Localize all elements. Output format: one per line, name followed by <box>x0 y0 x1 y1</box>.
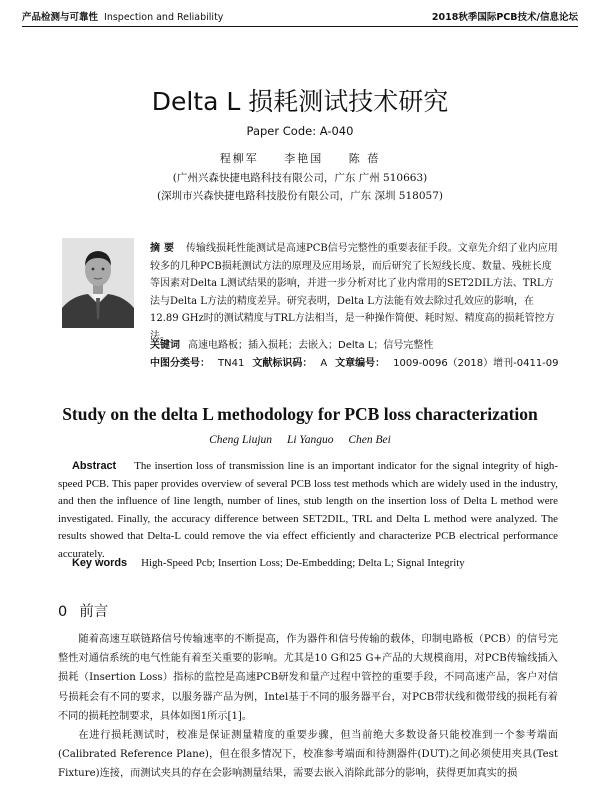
header-rule <box>22 26 578 27</box>
section-heading <box>58 600 108 621</box>
paper-title-cn: Delta L 损耗测试技术研究 <box>151 87 449 116</box>
abstract-cn <box>150 240 558 345</box>
author-cn: 李艳国 <box>284 152 324 165</box>
header-right: 2018秋季国际PCB技术/信息论坛 <box>431 12 578 23</box>
classification-line <box>150 354 559 369</box>
running-header <box>22 8 578 24</box>
author-list-en <box>0 434 600 446</box>
affiliation-1: (广州兴森快捷电路科技有限公司，广东 广州 510663) <box>172 172 428 184</box>
article-number: 1009-0096（2018）增刊-0411-09 <box>393 358 559 369</box>
paper-code: Paper Code: A-040 <box>246 124 354 138</box>
keywords-cn-label: 关键词 <box>150 340 180 351</box>
section-title: 前言 <box>79 604 109 620</box>
portrait-image <box>62 238 134 328</box>
abstract-en-label: Abstract <box>72 460 117 472</box>
section-number: 0 <box>58 604 68 620</box>
abstract-cn-text: 传输线损耗性能测试是高速PCB信号完整性的重要表征手段。文章先介绍了业内应用较多的几种PCB损耗测试方法的原理及应用场景，而后研究了长短线长度、数量、残桩长度等因素对Delta L测试结果的影响，并进一步分析对比了业内常用的SET2DIL方法、TRL方法与Delta L方法的精度差异。研究表明，Delta L方法能有效去除过孔效应的影响，在12.89 GHz时的测试精度与TRL方法相当，是一种操作简便、耗时短、精度高的损耗管控方法。 <box>150 243 558 342</box>
author-en: Chen Bei <box>348 434 391 446</box>
keywords-cn <box>150 336 433 351</box>
header-section-cn: 产品检测与可靠性 <box>22 12 99 23</box>
author-list-cn <box>0 150 600 166</box>
keywords-cn-text: 高速电路板；插入损耗；去嵌入；Delta L；信号完整性 <box>188 340 434 351</box>
paper-title-en: Study on the delta L methodology for PCB loss characterization <box>62 404 538 424</box>
article-number-label: 文章编号： <box>335 358 386 369</box>
clc-number: TN41 <box>218 358 245 369</box>
author-photo <box>62 238 134 328</box>
header-section-en: Inspection and Reliability <box>104 12 224 23</box>
affiliation-2: (深圳市兴森快捷电路科技股份有限公司，广东 深圳 518057) <box>157 190 443 202</box>
body-paragraph: 在进行损耗测试时，校准是保证测量精度的重要步骤，但当前绝大多数设备只能校准到一个参考端面(Calibrated Reference Plane)，但在很多情况下，校准参考端面和待测器件(DUT)之间必须使用夹具(Test Fixture)连接，而测试夹具的存在会影响测量结果，需要去嵌入消除此部分的影响，获得更加真实的损 <box>58 730 558 780</box>
abstract-cn-label: 摘要 <box>150 243 178 254</box>
abstract-en <box>58 458 558 563</box>
doc-code: A <box>320 358 328 369</box>
author-cn: 程柳军 <box>219 152 259 165</box>
author-en: Li Yanguo <box>286 434 334 446</box>
abstract-en-text: The insertion loss of transmission line is an important indicator for the signal integrity of high-speed PCB. This paper provides overview of several PCB loss test methods which are widely used in the industry, and then the influence of line length, number of lines, stub length on the insertion loss of Delta L method were investigated. Finally, the accuracy difference between SET2DIL, TRL and Delta L method were analyzed. The results showed that Delta-L could remove the via effect efficiently and characterize PCB electrical performance accurately. <box>58 460 558 560</box>
author-en: Cheng Liujun <box>209 434 273 446</box>
header-left <box>22 9 223 23</box>
body-text <box>58 630 558 784</box>
author-cn: 陈 蓓 <box>348 152 381 165</box>
keywords-en-label: Key words <box>72 557 128 569</box>
keywords-en-text: High-Speed Pcb; Insertion Loss; De-Embedding; Delta L; Signal Integrity <box>141 557 465 569</box>
doc-code-label: 文献标识码： <box>252 358 313 369</box>
body-paragraph: 随着高速互联链路信号传输速率的不断提高，作为器件和信号传输的载体，印制电路板（PCB）的信号完整性对通信系统的电气性能有着至关重要的影响。尤其是10 G和25 G+产品的大规模商用，对PCB传输线插入损耗（Insertion Loss）指标的监控是高速PCB研发和量产过程中管控的重要手段，不同高速产品，客户对信号损耗会有不同的要求，以服务器产品为例，Intel基于不同的服务器平台，对PCB带状线和微带线的损耗有着不同的损耗控制要求，具体如图1所示[1]。 <box>58 634 558 722</box>
keywords-en <box>72 557 465 569</box>
clc-label: 中图分类号： <box>150 358 210 369</box>
